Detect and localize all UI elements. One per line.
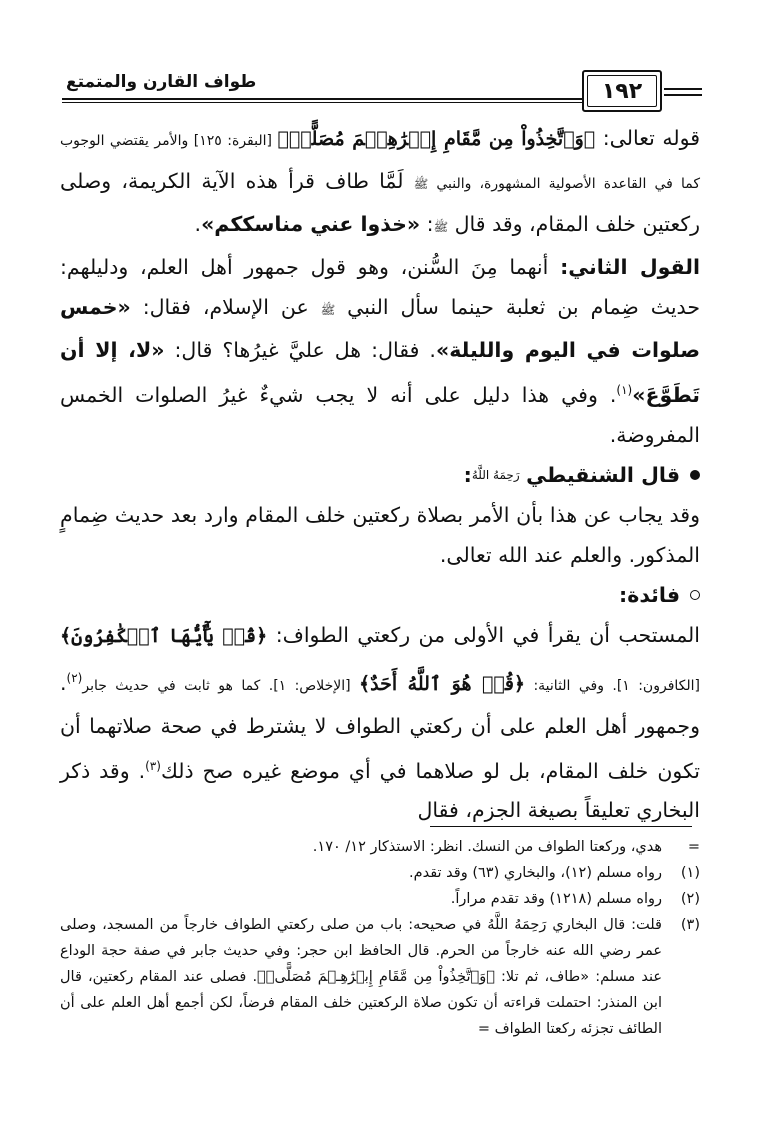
salawat-glyph: ﷺ xyxy=(433,220,449,234)
footnote xyxy=(60,912,700,1042)
heading-label: فائدة: xyxy=(619,582,680,607)
text: : xyxy=(463,462,472,487)
page-header xyxy=(62,58,702,116)
bullet-dot-icon xyxy=(690,470,700,480)
quran-verse: ﴿قُلۡ هُوَ ٱللَّهُ أَحَدٌ﴾ xyxy=(358,672,526,695)
paragraph-4 xyxy=(60,615,700,831)
text: قوله تعالى: xyxy=(595,126,700,150)
faida-heading xyxy=(60,575,700,615)
footnote-ref[interactable]: (٢) xyxy=(66,670,83,685)
footnote xyxy=(60,860,700,886)
text: : xyxy=(420,212,434,236)
footnote-mark: = xyxy=(687,839,700,855)
footnote-mark: (٣) xyxy=(680,917,700,933)
header-rule-right-2 xyxy=(664,94,702,96)
header-rule-2 xyxy=(62,102,582,103)
paragraph-3: وقد يجاب عن هذا بأن الأمر بصلاة ركعتين خلف المقام وارد بعد حديث ضِمامٍ المذكور. والعلم عند الله تعالى. xyxy=(60,502,700,567)
paragraph-2 xyxy=(60,247,700,455)
section-label: القول الثاني: xyxy=(560,255,700,279)
text: [الكافرون: ١]. وفي الثانية: xyxy=(525,677,701,694)
footnote xyxy=(60,834,700,860)
footnote-text: قلت: قال البخاري رَحِمَهُ اللَّهُ في صحيحه: باب من صلى ركعتي الطواف خارجاً من المسجد، وصلى عمر رضي الله عنه خارجاً من الحرم. قال الحافظ ابن حجر: وفي حديث جابر في صفة حجة الوداع عند مسلم: «طاف، ثم تلا: ﴿وَٱتَّخِذُواْ مِن مَّقَامِ إِبۡرَٰهِـۧمَ مُصَلًّىۖ﴾. فصلى عند المقام ركعتين، قال ابن المنذر: احتملت قراءته أن تكون صلاة الركعتين خلف المقام فرضاً، لكن أجمع أهل العلم على أن الطائف تجزئه ركعتا الطواف = xyxy=(60,917,662,1037)
rahimahu-glyph: رَحِمَهُ اللَّهُ xyxy=(471,467,520,482)
text: . فقال: هل عليَّ غيرُها؟ قال: xyxy=(164,338,436,362)
footnote xyxy=(60,886,700,912)
footnote-separator xyxy=(430,826,692,827)
header-rule xyxy=(62,98,582,100)
footnotes xyxy=(60,834,700,1042)
circle-bullet-icon xyxy=(690,590,700,600)
footnote-ref[interactable]: (٣) xyxy=(145,758,161,773)
main-text xyxy=(60,118,700,830)
hadith-quote: «خذوا عني مناسككم» xyxy=(201,212,421,236)
footnote-text: رواه مسلم (١٢١٨) وقد تقدم مراراً. xyxy=(450,891,662,907)
salawat-glyph: ﷺ xyxy=(320,303,336,317)
text: لَمَّا طاف قرأ هذه الآية الكريمة، وصلى ركعتين خلف المقام، وقد قال xyxy=(60,169,700,236)
text: . وفي هذا دليل على أنه لا يجب شيءٌ غيرُ الصلوات الخمس المفروضة. xyxy=(60,382,700,447)
heading-label: قال الشنقيطي xyxy=(526,462,680,487)
text: [الإخلاص: ١]. كما هو ثابت في حديث جابر xyxy=(82,677,359,694)
text: . xyxy=(194,212,202,236)
footnote-ref[interactable]: (١) xyxy=(616,383,633,397)
text: . وجمهور أهل العلم على أن ركعتي الطواف لا يشترط في صحة صلاتهما أن تكون خلف المقام، بل لو صلاهما في أي موضع غيره صح ذلك xyxy=(60,670,700,783)
footnote-text: رواه مسلم (١٢)، والبخاري (٦٣) وقد تقدم. xyxy=(409,865,662,881)
page-number-frame xyxy=(582,70,662,112)
footnote-mark: (١) xyxy=(680,865,700,881)
running-title: طواف القارن والمتمتع xyxy=(66,72,257,92)
footnote-mark: (٢) xyxy=(680,891,700,907)
header-rule-right xyxy=(664,88,702,90)
hadith-quote: «لا، إلا أن تَطَوَّعَ» xyxy=(60,338,700,407)
text: عن الإسلام، فقال: xyxy=(130,295,321,319)
text: أنهما مِنَ السُّنن، وهو قول جمهور أهل العلم، ودليلهم: حديث ضِمام بن ثعلبة حينما سأل النبي xyxy=(60,255,700,319)
footnote-text: هدي، وركعتا الطواف من النسك. انظر: الاستذكار ١٢/ ١٧٠. xyxy=(312,839,662,855)
bullet-heading xyxy=(60,455,700,495)
quran-verse: ﴿وَٱتَّخِذُواْ مِن مَّقَامِ إِبۡرَٰهِـۧمَ مُصَلًّىۖ﴾ xyxy=(277,128,596,150)
text: المستحب أن يقرأ في الأولى من ركعتي الطواف: xyxy=(267,622,700,647)
paragraph-1 xyxy=(60,118,700,247)
text: [البقرة: ١٢٥] والأمر يقتضي الوجوب كما في القاعدة الأصولية المشهورة، والنبي xyxy=(60,133,700,192)
page-number: ١٩٢ xyxy=(587,75,657,107)
text: . وقد ذكر البخاري تعليقاً بصيغة الجزم، فقال xyxy=(60,758,700,823)
quran-verse: ﴿قُلۡ يَٰٓأَيُّهَا ٱلۡكَٰفِرُونَ﴾ xyxy=(60,624,268,647)
salawat-glyph: ﷺ xyxy=(413,177,429,191)
hadith-quote: «خمس صلوات في اليوم والليلة» xyxy=(60,295,701,362)
